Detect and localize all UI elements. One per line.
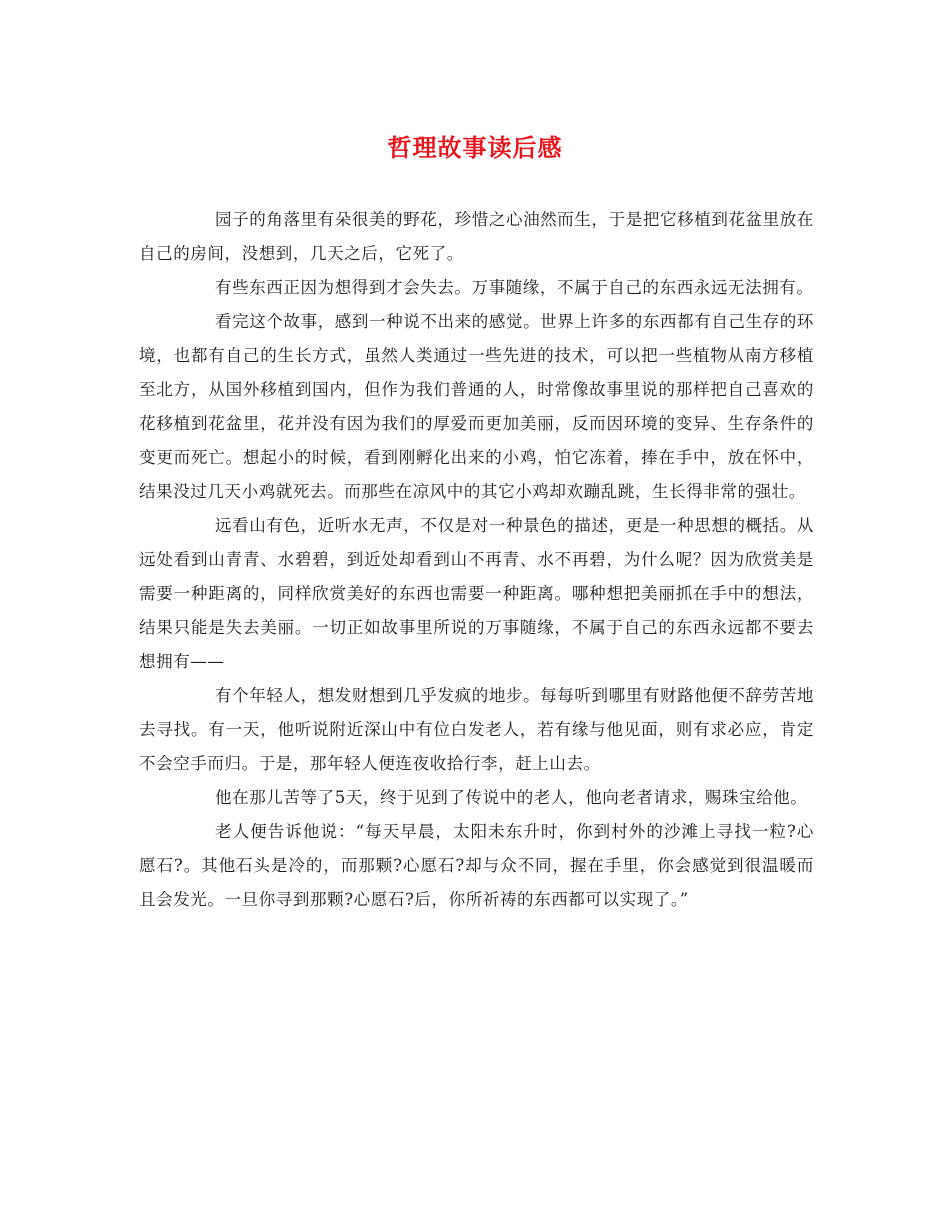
paragraph-7: 老人便告诉他说：“每天早晨，太阳未东升时，你到村外的沙滩上寻找一粒?心愿石?。其他石头是冷的，而那颗?心愿石?却与众不同，握在手里，你会感觉到很温暖而且会发光。一旦你寻到那颗?心愿石?后，你所祈祷的东西都可以实现了。” (139, 822, 814, 909)
document-title: 哲理故事读后感 (387, 133, 563, 162)
paragraph-3: 看完这个故事，感到一种说不出来的感觉。世界上许多的东西都有自己生存的环境，也都有自己的生长方式，虽然人类通过一些先进的技术，可以把一些植物从南方移植至北方，从国外移植到国内，但作为我们普通的人，时常像故事里说的那样把自己喜欢的花移植到花盆里，花并没有因为我们的厚爱而更加美丽，反而因环境的变异、生存条件的变更而死亡。想起小的时候，看到刚孵化出来的小鸡，怕它冻着，捧在手中，放在怀中，结果没过几天小鸡就死去。而那些在凉风中的其它小鸡却欢蹦乱跳，生长得非常的强壮。 (139, 312, 814, 501)
paragraph-1: 园子的角落里有朵很美的野花，珍惜之心油然而生，于是把它移植到花盆里放在自己的房间，没想到，几天之后，它死了。 (139, 210, 814, 263)
paragraph-4: 远看山有色，近听水无声，不仅是对一种景色的描述，更是一种思想的概括。从远处看到山青青、水碧碧，到近处却看到山不再青、水不再碧，为什么呢？因为欣赏美是需要一种距离的，同样欣赏美好的东西也需要一种距离。哪种想把美丽抓在手中的想法，结果只能是失去美丽。一切正如故事里所说的万事随缘，不属于自己的东西永远都不要去想拥有—— (139, 516, 814, 671)
paragraph-2: 有些东西正因为想得到才会失去。万事随缘，不属于自己的东西永远无法拥有。 (215, 278, 814, 297)
paragraph-6: 他在那儿苦等了5天，终于见到了传说中的老人，他向老者请求，赐珠宝给他。 (215, 788, 808, 807)
paragraph-5: 有个年轻人，想发财想到几乎发疯的地步。每每听到哪里有财路他便不辞劳苦地去寻找。有一天，他听说附近深山中有位白发老人，若有缘与他见面，则有求必应，肯定不会空手而归。于是，那年轻人便连夜收拾行李，赶上山去。 (139, 686, 814, 773)
document-body (139, 203, 814, 917)
